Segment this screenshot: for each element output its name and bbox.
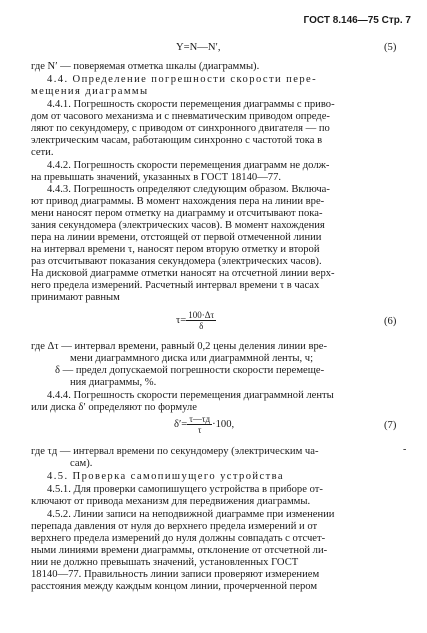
text-line: мени наносят пером отметку на диаграмму и отсчитывают пока- (31, 208, 323, 219)
text-line: ния диаграммы, %. (70, 377, 157, 388)
text-line: дом от часового механизма и с пневматическим приводом опреде- (31, 111, 330, 122)
section-heading-4-4-cont: мещения диаграммы (31, 86, 149, 97)
equation-7-fraction (187, 414, 212, 435)
equation-6-lhs: τ= (176, 314, 187, 326)
equation-7 (174, 414, 234, 435)
text-line: зания секундомера (электрических часов). В момент нахождения (31, 220, 325, 231)
equation-5: Υ=N—N′, (176, 42, 221, 53)
section-heading-4-5: 4.5. Проверка самопишущего устройства (47, 471, 284, 482)
text-line: 4.4.1. Погрешность скорости перемещения диаграммы с приво- (47, 99, 335, 110)
text-line: электрическим часам, работающим синхронно с частотой тока в (31, 135, 323, 146)
text-line: 4.4.4. Погрешность скорости перемещения диаграммной ленты (47, 390, 334, 401)
equation-6-number: (6) (384, 316, 397, 327)
text-line: мени диаграммного диска или диаграммной ленты, ч; (70, 353, 314, 364)
text-line: ляют по секундомеру, с приводом от синхронного двигателя — по (31, 123, 330, 134)
text-line: на превышать значений, указанных в ГОСТ 18140—77. (31, 172, 282, 183)
equation-7-numerator: τ—τд (189, 414, 211, 424)
text-line: пера на линии времени, отстоящей от первой отмеченной линии (31, 232, 322, 243)
text-line: δ — предел допускаемой погрешности скорости перемеще- (55, 365, 325, 376)
text-line: 4.4.3. Погрешность определяют следующим образом. Включа- (47, 184, 330, 195)
text-line: верхнего предела измерений до нуля должны совпадать с отсчет- (31, 533, 326, 544)
equation-7-denominator: τ (197, 425, 202, 435)
equation-6 (176, 310, 216, 331)
text-line: 18140—77. Правильность линии записи проверяют измерением (31, 569, 320, 580)
equation-7-tail: ·100, (212, 418, 235, 430)
text-line: где N′ — поверяемая отметка шкалы (диаграммы). (31, 61, 260, 72)
margin-mark: - (403, 444, 407, 455)
text-line: ключают от привода механизм для передвижения диаграммы. (31, 496, 311, 507)
text-line: сам). (70, 458, 93, 469)
text-line: него предела измерений. Расчетный интервал времени τ в часах (31, 280, 320, 291)
section-heading-4-4: 4.4. Определение погрешности скорости пере- (47, 74, 318, 85)
text-line: 4.5.1. Для проверки самопишущего устройства в приборе от- (47, 484, 323, 495)
text-line: где τд — интервал времени по секундомеру (электрическим ча- (31, 446, 319, 457)
text-line: ными линиями времени диаграммы, отклонение от отсчетной ли- (31, 545, 328, 556)
text-line: где Δτ — интервал времени, равный 0,2 цены деления линии вре- (31, 341, 328, 352)
text-line: ют привод диаграммы. В момент нахождения пера на линии вре- (31, 196, 325, 207)
equation-5-number: (5) (384, 42, 397, 53)
page-header: ГОСТ 8.146—75 Стр. 7 (303, 15, 411, 26)
text-line: 4.5.2. Линии записи на неподвижной диаграмме при изменении (47, 509, 335, 520)
text-line: или диска δ′ определяют по формуле (31, 402, 197, 413)
text-line: 4.4.2. Погрешность скорости перемещения диаграмм не долж- (47, 160, 330, 171)
text-line: нии не должно превышать значений, установленных ГОСТ (31, 557, 299, 568)
equation-7-lhs: δ′= (174, 418, 188, 430)
equation-7-number: (7) (384, 420, 397, 431)
text-line: На дисковой диаграмме отметки наносят на отсчетной линии верх- (31, 268, 335, 279)
text-line: перепада давления от нуля до верхнего предела измерений и от (31, 521, 318, 532)
text-line: на интервал времени τ, наносят пером вторую отметку и второй (31, 244, 320, 255)
text-line: расстояния между каждым концом линии, прочерченной пером (31, 581, 318, 592)
text-line: сети. (31, 147, 54, 158)
equation-6-denominator: δ (199, 321, 204, 331)
text-line: принимают равным (31, 292, 120, 303)
equation-6-fraction (186, 310, 216, 331)
text-line: раз отсчитывают показания секундомера (электрических часов). (31, 256, 322, 267)
equation-6-numerator: 100·Δτ (188, 310, 215, 320)
